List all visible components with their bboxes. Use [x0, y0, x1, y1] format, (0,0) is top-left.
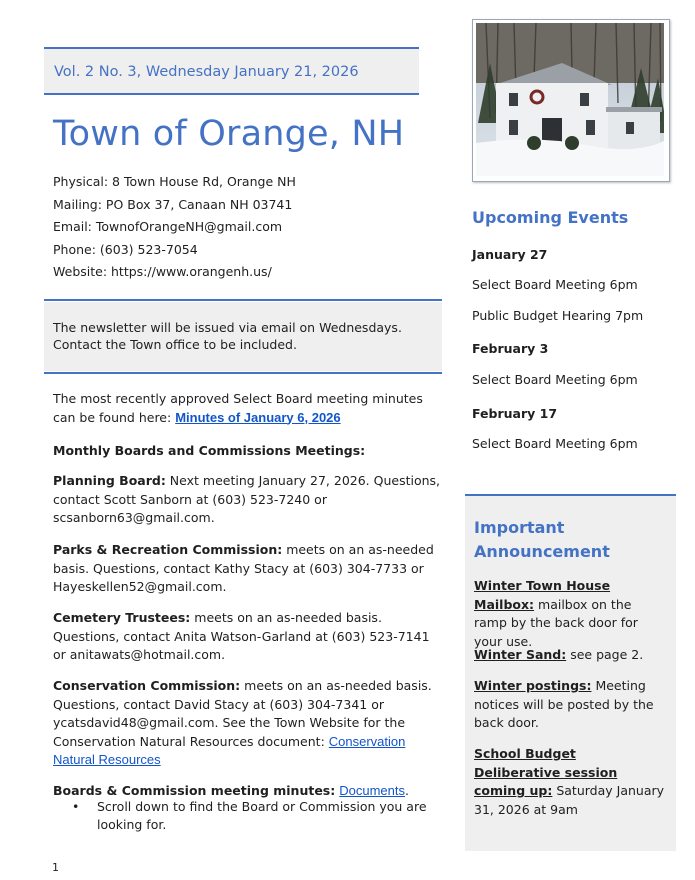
- page-title: Town of Orange, NH: [53, 114, 405, 154]
- header-bottom-rule: [44, 93, 419, 95]
- board-minutes-label: Boards & Commission meeting minutes:: [53, 783, 336, 798]
- event-item: Select Board Meeting 6pm: [472, 277, 638, 292]
- conservation-paragraph: [53, 677, 445, 770]
- announcement-key: Winter postings:: [474, 678, 592, 693]
- event-date: February 17: [472, 406, 558, 421]
- town-house-illustration: [476, 23, 664, 176]
- planning-board-paragraph: [53, 472, 445, 528]
- boards-heading: Monthly Boards and Commissions Meetings:: [53, 443, 366, 458]
- page-number: 1: [52, 861, 59, 874]
- parks-rec-paragraph: [53, 541, 445, 597]
- announcement-key: Winter Town House Mailbox:: [474, 578, 611, 612]
- notice-top-rule: [44, 299, 442, 301]
- bullet-text: Scroll down to find the Board or Commission you are looking for.: [97, 799, 427, 832]
- contact-mailing: Mailing: PO Box 37, Canaan NH 03741: [53, 197, 293, 212]
- notice-bottom-rule: [44, 372, 442, 374]
- conservation-link[interactable]: Conservation Natural Resources: [53, 733, 406, 767]
- documents-link[interactable]: Documents: [339, 783, 405, 798]
- board-name: Cemetery Trustees:: [53, 610, 191, 625]
- board-name: Conservation Commission:: [53, 678, 241, 693]
- list-item: [72, 798, 445, 834]
- announcement-item: [474, 745, 666, 819]
- board-text: Next meeting January 27, 2026. Questions, contact Scott Sanborn at (603) 523-7240 or scsanborn63@gmail.com.: [53, 473, 441, 525]
- announcement-key: School Budget Deliberative session coming up:: [474, 746, 618, 798]
- newsletter-notice: The newsletter will be issued via email on Wednesdays. Contact the Town office to be included.: [53, 320, 402, 352]
- board-text: meets on an as-needed basis. Questions, contact Kathy Stacy at (603) 304-7733 or Hayeskellen52@gmail.com.: [53, 542, 434, 594]
- announcement-item: [474, 577, 666, 651]
- board-name: Planning Board:: [53, 473, 166, 488]
- event-item: Select Board Meeting 6pm: [472, 436, 638, 451]
- event-item: Select Board Meeting 6pm: [472, 372, 638, 387]
- announcement-item: [474, 646, 666, 665]
- minutes-text: The most recently approved Select Board meeting minutes can be found here:: [53, 391, 423, 425]
- contact-physical: Physical: 8 Town House Rd, Orange NH: [53, 174, 296, 189]
- board-name: Parks & Recreation Commission:: [53, 542, 283, 557]
- cemetery-paragraph: [53, 609, 445, 665]
- board-text: meets on an as-needed basis. Questions, contact David Stacy at (603) 304-7341 or ycatsdavid48@gmail.com. See the Town Website for the Conservation Natural Resources document:: [53, 678, 432, 749]
- minutes-paragraph: [53, 390, 445, 427]
- announcement-text: see page 2.: [566, 647, 644, 662]
- announcement-key: Winter Sand:: [474, 647, 567, 662]
- announcement-text: mailbox on the ramp by the back door for your use.: [474, 596, 638, 649]
- contact-email: Email: TownofOrangeNH@gmail.com: [53, 219, 283, 234]
- event-item: Public Budget Hearing 7pm: [472, 308, 644, 323]
- bullet-icon: •: [72, 799, 80, 814]
- town-house-photo: [476, 23, 664, 176]
- events-heading: Upcoming Events: [472, 208, 629, 227]
- contact-website: Website: https://www.orangenh.us/: [53, 264, 272, 279]
- board-minutes-period: .: [404, 783, 409, 798]
- announcement-text: Meeting notices will be posted by the back door.: [474, 678, 654, 730]
- announcement-item: [474, 677, 666, 733]
- minutes-link[interactable]: Minutes of January 6, 2026: [175, 409, 341, 425]
- volume-line: Vol. 2 No. 3, Wednesday January 21, 2026: [54, 64, 359, 80]
- event-date: February 3: [472, 341, 549, 356]
- event-date: January 27: [472, 247, 548, 262]
- contact-phone: Phone: (603) 523-7054: [53, 242, 198, 257]
- announcement-heading: Important Announcement: [474, 518, 610, 561]
- announcement-text: Saturday January 31, 2026 at 9am: [474, 783, 665, 817]
- board-text: meets on an as-needed basis. Questions, contact Anita Watson-Garland at (603) 523-7141 or anitawats@hotmail.com.: [53, 610, 430, 662]
